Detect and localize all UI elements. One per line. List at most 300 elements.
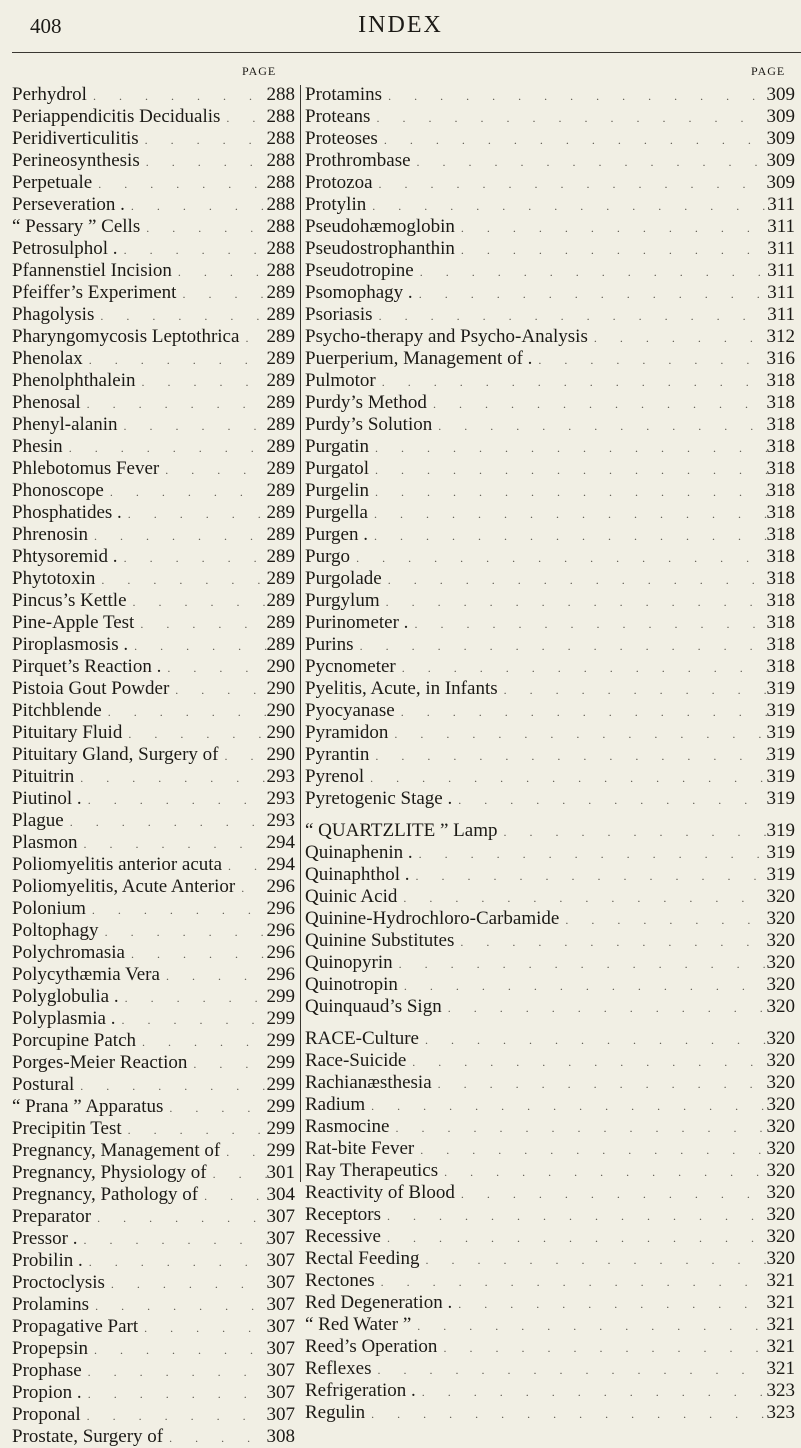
index-entry	[305, 974, 795, 996]
index-entry	[305, 908, 795, 930]
index-entry	[305, 348, 795, 370]
index-page-number: 293	[266, 788, 295, 809]
dot-leader	[455, 239, 767, 260]
index-term: Plague	[12, 810, 64, 831]
index-term: Phonoscope	[12, 480, 104, 501]
index-entry	[305, 370, 795, 392]
index-term: Rasmocine	[305, 1116, 390, 1137]
index-page-number: 320	[766, 1028, 795, 1049]
dot-leader	[220, 107, 266, 128]
index-page-number: 320	[766, 996, 795, 1017]
index-page-number: 293	[266, 810, 295, 831]
index-term: Purinometer .	[305, 612, 409, 633]
index-term: Phenosal	[12, 392, 81, 413]
index-entry	[305, 1336, 795, 1358]
index-term: Pseudostrophanthin	[305, 238, 455, 259]
dot-leader	[371, 1359, 766, 1380]
index-page-number: 311	[767, 216, 795, 237]
index-entry	[12, 722, 295, 744]
index-entry	[305, 414, 795, 436]
index-page-number: 288	[266, 128, 295, 149]
index-term: Pyretogenic Stage .	[305, 788, 453, 809]
index-page-number: 289	[266, 590, 295, 611]
index-term: Radium	[305, 1094, 366, 1115]
index-entry	[12, 788, 295, 810]
index-term: Postural	[12, 1074, 75, 1095]
dot-leader	[83, 1251, 267, 1272]
index-entry	[12, 920, 295, 942]
index-entry	[12, 1404, 295, 1426]
index-term: Puerperium, Management of .	[305, 348, 533, 369]
dot-leader	[438, 1161, 766, 1182]
index-page-number: 307	[266, 1316, 295, 1337]
dot-leader	[406, 1051, 766, 1072]
index-term: Ray Therapeutics	[305, 1160, 439, 1181]
dot-leader	[416, 1381, 767, 1402]
index-page-number: 296	[266, 920, 295, 941]
dot-leader	[88, 525, 267, 546]
index-term: Pregnancy, Pathology of	[12, 1184, 199, 1205]
dot-leader	[74, 767, 266, 788]
dot-leader	[442, 997, 767, 1018]
dot-leader	[373, 305, 767, 326]
header-rule	[12, 52, 801, 53]
dot-leader	[163, 1097, 266, 1118]
dot-leader	[455, 217, 767, 238]
index-page-number: 293	[266, 766, 295, 787]
index-entry	[12, 1118, 295, 1140]
index-term: Rectones	[305, 1270, 375, 1291]
index-entry	[305, 1270, 795, 1292]
index-page-number: 299	[266, 1008, 295, 1029]
group-spacer	[305, 1018, 795, 1028]
index-term: Quinquaud’s Sign	[305, 996, 442, 1017]
index-entry	[12, 238, 295, 260]
index-entry	[12, 84, 295, 106]
index-term: Piutinol .	[12, 788, 82, 809]
dot-leader	[498, 679, 767, 700]
index-page-number: 304	[266, 1184, 295, 1205]
index-page-number: 288	[266, 172, 295, 193]
index-page-number: 299	[266, 1118, 295, 1139]
index-term: Proteans	[305, 106, 371, 127]
index-page-number: 307	[266, 1206, 295, 1227]
index-entry	[12, 832, 295, 854]
index-entry	[12, 502, 295, 524]
index-entry	[305, 722, 795, 744]
dot-leader	[94, 305, 266, 326]
index-term: Propion .	[12, 1382, 82, 1403]
index-entry	[12, 1074, 295, 1096]
index-entry	[12, 854, 295, 876]
index-term: Peridiverticulitis	[12, 128, 139, 149]
dot-leader	[159, 459, 266, 480]
index-page-number: 319	[766, 766, 795, 787]
index-entry	[305, 930, 795, 952]
index-term: Pituitrin	[12, 766, 75, 787]
index-entry	[305, 1116, 795, 1138]
index-page-number: 289	[266, 414, 295, 435]
index-page-number: 309	[766, 150, 795, 171]
dot-leader	[122, 723, 266, 744]
dot-leader	[140, 217, 266, 238]
index-term: Red Degeneration .	[305, 1292, 453, 1313]
index-page-number: 289	[266, 480, 295, 501]
index-entry	[12, 656, 295, 678]
index-page-number: 307	[266, 1360, 295, 1381]
index-page-number: 288	[266, 150, 295, 171]
index-term: Proctoclysis	[12, 1272, 105, 1293]
index-page-number: 289	[266, 326, 295, 347]
index-term: Pituitary Fluid	[12, 722, 123, 743]
dot-leader	[397, 887, 766, 908]
index-entry	[305, 568, 795, 590]
index-entry	[305, 1402, 795, 1424]
dot-leader	[86, 899, 267, 920]
dot-leader	[455, 1183, 767, 1204]
dot-leader	[413, 843, 767, 864]
dot-leader	[219, 745, 267, 766]
index-page-number: 311	[767, 282, 795, 303]
index-page-number: 320	[766, 886, 795, 907]
index-entry	[305, 172, 795, 194]
index-page-number: 299	[266, 1030, 295, 1051]
index-page-number: 311	[767, 304, 795, 325]
index-page-number: 318	[766, 568, 795, 589]
index-entry	[305, 326, 795, 348]
index-term: Polonium	[12, 898, 86, 919]
column-divider	[300, 85, 301, 1182]
index-entry	[12, 1338, 295, 1360]
index-term: “ Red Water ”	[305, 1314, 412, 1335]
index-term: Protozoa	[305, 172, 373, 193]
index-entry	[12, 458, 295, 480]
index-page-number: 309	[766, 106, 795, 127]
index-page-number: 318	[766, 524, 795, 545]
index-term: Rectal Feeding	[305, 1248, 420, 1269]
index-page-number: 321	[766, 1336, 795, 1357]
index-entry	[12, 1206, 295, 1228]
index-term: Pressor .	[12, 1228, 78, 1249]
index-entry	[305, 590, 795, 612]
index-page-number: 307	[266, 1250, 295, 1271]
index-term: Pregnancy, Management of	[12, 1140, 221, 1161]
index-entry	[305, 238, 795, 260]
dot-leader	[369, 745, 766, 766]
index-term: Pregnancy, Physiology of	[12, 1162, 207, 1183]
index-entry	[305, 678, 795, 700]
index-page-number: 320	[766, 908, 795, 929]
index-page-number: 288	[266, 260, 295, 281]
index-term: Regulin	[305, 1402, 366, 1423]
index-term: Protylin	[305, 194, 367, 215]
index-page-number: 307	[266, 1272, 295, 1293]
index-page-number: 296	[266, 876, 295, 897]
dot-leader	[395, 701, 767, 722]
index-page-number: 318	[766, 502, 795, 523]
index-term: Quinotropin	[305, 974, 398, 995]
index-page-number: 296	[266, 942, 295, 963]
dot-leader	[378, 129, 767, 150]
dot-leader	[369, 437, 766, 458]
index-page-number: 290	[266, 678, 295, 699]
index-term: Perseveration .	[12, 194, 125, 215]
dot-leader	[373, 173, 767, 194]
index-entry	[305, 1094, 795, 1116]
dot-leader	[187, 1053, 266, 1074]
index-entry	[305, 952, 795, 974]
index-entry	[12, 326, 295, 348]
index-entry	[12, 678, 295, 700]
dot-leader	[375, 1271, 767, 1292]
index-term: Prophase	[12, 1360, 82, 1381]
dot-leader	[452, 789, 766, 810]
index-page-number: 318	[766, 634, 795, 655]
index-term: Quinic Acid	[305, 886, 398, 907]
index-entry	[305, 1050, 795, 1072]
dot-leader	[382, 569, 767, 590]
index-entry	[12, 612, 295, 634]
index-entry	[12, 876, 295, 898]
index-page-number: 299	[266, 1052, 295, 1073]
index-term: Proponal	[12, 1404, 81, 1425]
index-page-number: 320	[766, 952, 795, 973]
dot-leader	[99, 921, 267, 942]
index-page-number: 289	[266, 524, 295, 545]
index-entry	[305, 194, 795, 216]
index-page-number: 318	[766, 370, 795, 391]
index-term: Plasmon	[12, 832, 78, 853]
index-page-number: 320	[766, 1204, 795, 1225]
index-entry	[12, 1316, 295, 1338]
index-page-number: 289	[266, 634, 295, 655]
index-entry	[12, 414, 295, 436]
index-page-number: 318	[766, 392, 795, 413]
index-term: Purgella	[305, 502, 368, 523]
index-entry	[12, 1250, 295, 1272]
index-entry	[12, 282, 295, 304]
index-page-number: 299	[266, 986, 295, 1007]
dot-leader	[63, 437, 267, 458]
index-entry	[12, 150, 295, 172]
index-term: Poliomyelitis, Acute Anterior	[12, 876, 236, 897]
index-term: Pycnometer	[305, 656, 396, 677]
dot-leader	[172, 261, 267, 282]
page-header	[0, 10, 801, 40]
index-entry	[12, 1052, 295, 1074]
dot-leader	[140, 151, 267, 172]
dot-leader	[350, 547, 766, 568]
page-column-label-left: PAGE	[242, 64, 277, 78]
index-entry	[12, 1360, 295, 1382]
dot-leader	[161, 657, 266, 678]
index-term: Purgen .	[305, 524, 368, 545]
dot-leader	[82, 789, 267, 810]
index-entry	[12, 1096, 295, 1118]
index-entry	[12, 1294, 295, 1316]
index-page-number: 301	[266, 1162, 295, 1183]
index-entry	[305, 128, 795, 150]
index-page-number: 319	[766, 744, 795, 765]
index-entry	[305, 820, 795, 842]
dot-leader	[368, 503, 767, 524]
index-page-number: 294	[266, 832, 295, 853]
dot-leader	[115, 1009, 266, 1030]
dot-leader	[118, 547, 267, 568]
index-page-number: 289	[266, 612, 295, 633]
index-term: Pyrantin	[305, 744, 370, 765]
index-page-number: 318	[766, 458, 795, 479]
index-page-number: 321	[766, 1270, 795, 1291]
dot-leader	[87, 85, 267, 106]
index-term: Preparator	[12, 1206, 92, 1227]
index-page-number: 309	[766, 128, 795, 149]
dot-leader	[135, 371, 266, 392]
index-page-number: 307	[266, 1338, 295, 1359]
dot-leader	[92, 173, 266, 194]
index-page-number: 320	[766, 1182, 795, 1203]
dot-leader	[368, 525, 767, 546]
index-term: Purdy’s Method	[305, 392, 427, 413]
index-term: Quinaphthol .	[305, 864, 410, 885]
index-entry	[12, 898, 295, 920]
index-term: Pyelitis, Acute, in Infants	[305, 678, 498, 699]
index-entry	[12, 964, 295, 986]
index-entry	[305, 1248, 795, 1270]
index-term: Phytotoxin	[12, 568, 96, 589]
index-term: Pseudohæmoglobin	[305, 216, 455, 237]
index-term: Recessive	[305, 1226, 381, 1247]
index-entry	[305, 744, 795, 766]
index-page-number: 289	[266, 546, 295, 567]
index-term: Phtysoremid .	[12, 546, 118, 567]
index-term: Polycythæmia Vera	[12, 964, 160, 985]
dot-leader	[381, 1205, 767, 1226]
index-term: Pine-Apple Test	[12, 612, 135, 633]
index-entry	[12, 590, 295, 612]
index-page-number: 318	[766, 546, 795, 567]
dot-leader	[498, 821, 767, 842]
index-term: Propagative Part	[12, 1316, 139, 1337]
index-page-number: 320	[766, 1072, 795, 1093]
dot-leader	[160, 965, 267, 986]
index-entry	[305, 546, 795, 568]
index-term: Polyglobulia .	[12, 986, 119, 1007]
index-term: Pistoia Gout Powder	[12, 678, 170, 699]
index-column-left	[12, 84, 295, 1448]
dot-leader	[176, 283, 266, 304]
dot-leader	[380, 591, 767, 612]
index-term: RACE-Culture	[305, 1028, 419, 1049]
index-entry	[305, 656, 795, 678]
index-entry	[305, 1358, 795, 1380]
index-page-number: 320	[766, 1248, 795, 1269]
index-entry	[305, 864, 795, 886]
dot-leader	[396, 657, 767, 678]
index-entry	[12, 436, 295, 458]
dot-leader	[64, 811, 267, 832]
dot-leader	[365, 1095, 766, 1116]
index-entry	[305, 1160, 795, 1182]
index-term: Phrenosin	[12, 524, 88, 545]
index-entry	[305, 996, 795, 1018]
dot-leader	[118, 415, 267, 436]
index-page-number: 289	[266, 348, 295, 369]
index-term: Phenolax	[12, 348, 83, 369]
index-entry	[305, 480, 795, 502]
index-term: Polyplasmia .	[12, 1008, 116, 1029]
index-entry	[305, 700, 795, 722]
index-entry	[305, 634, 795, 656]
index-entry	[305, 282, 795, 304]
index-entry	[12, 942, 295, 964]
dot-leader	[410, 865, 767, 886]
index-page-number: 289	[266, 282, 295, 303]
dot-leader	[104, 481, 267, 502]
index-entry	[12, 634, 295, 656]
index-page-number: 323	[766, 1402, 795, 1423]
dot-leader	[427, 393, 767, 414]
index-page-number: 299	[266, 1096, 295, 1117]
dot-leader	[239, 327, 266, 348]
index-entry	[12, 1272, 295, 1294]
index-term: Quinine Substitutes	[305, 930, 455, 951]
dot-leader	[81, 393, 267, 414]
index-entry	[305, 458, 795, 480]
index-entry	[12, 260, 295, 282]
index-page-number: 307	[266, 1382, 295, 1403]
index-term: Prothrombase	[305, 150, 411, 171]
index-group-q	[305, 820, 795, 1018]
index-page-number: 312	[766, 326, 795, 347]
index-page-number: 318	[766, 590, 795, 611]
index-page-number: 318	[766, 414, 795, 435]
index-entry	[305, 216, 795, 238]
dot-leader	[138, 1317, 266, 1338]
dot-leader	[125, 195, 267, 216]
index-entry	[305, 260, 795, 282]
dot-leader	[118, 239, 267, 260]
index-term: Phagolysis	[12, 304, 95, 325]
index-page-number: 320	[766, 1094, 795, 1115]
index-entry	[12, 172, 295, 194]
index-page-number: 307	[266, 1404, 295, 1425]
dot-leader	[83, 349, 267, 370]
index-page-number: 320	[766, 1226, 795, 1247]
index-term: Pyramidon	[305, 722, 389, 743]
index-entry	[305, 392, 795, 414]
index-term: Pirquet’s Reaction .	[12, 656, 162, 677]
index-entry	[12, 744, 295, 766]
dot-leader	[398, 975, 767, 996]
index-term: Prolamins	[12, 1294, 90, 1315]
index-term: Probilin .	[12, 1250, 83, 1271]
index-entry	[12, 524, 295, 546]
index-page-number: 307	[266, 1294, 295, 1315]
index-term: Purins	[305, 634, 354, 655]
dot-leader	[354, 635, 767, 656]
index-page-number: 288	[266, 238, 295, 259]
dot-leader	[198, 1185, 266, 1206]
index-term: Piroplasmosis .	[12, 634, 129, 655]
dot-leader	[419, 1029, 767, 1050]
index-term: Purdy’s Solution	[305, 414, 433, 435]
index-page-number: 288	[266, 84, 295, 105]
index-term: Polychromasia	[12, 942, 125, 963]
dot-leader	[559, 909, 766, 930]
dot-leader	[382, 85, 766, 106]
index-term: Petrosulphol .	[12, 238, 118, 259]
